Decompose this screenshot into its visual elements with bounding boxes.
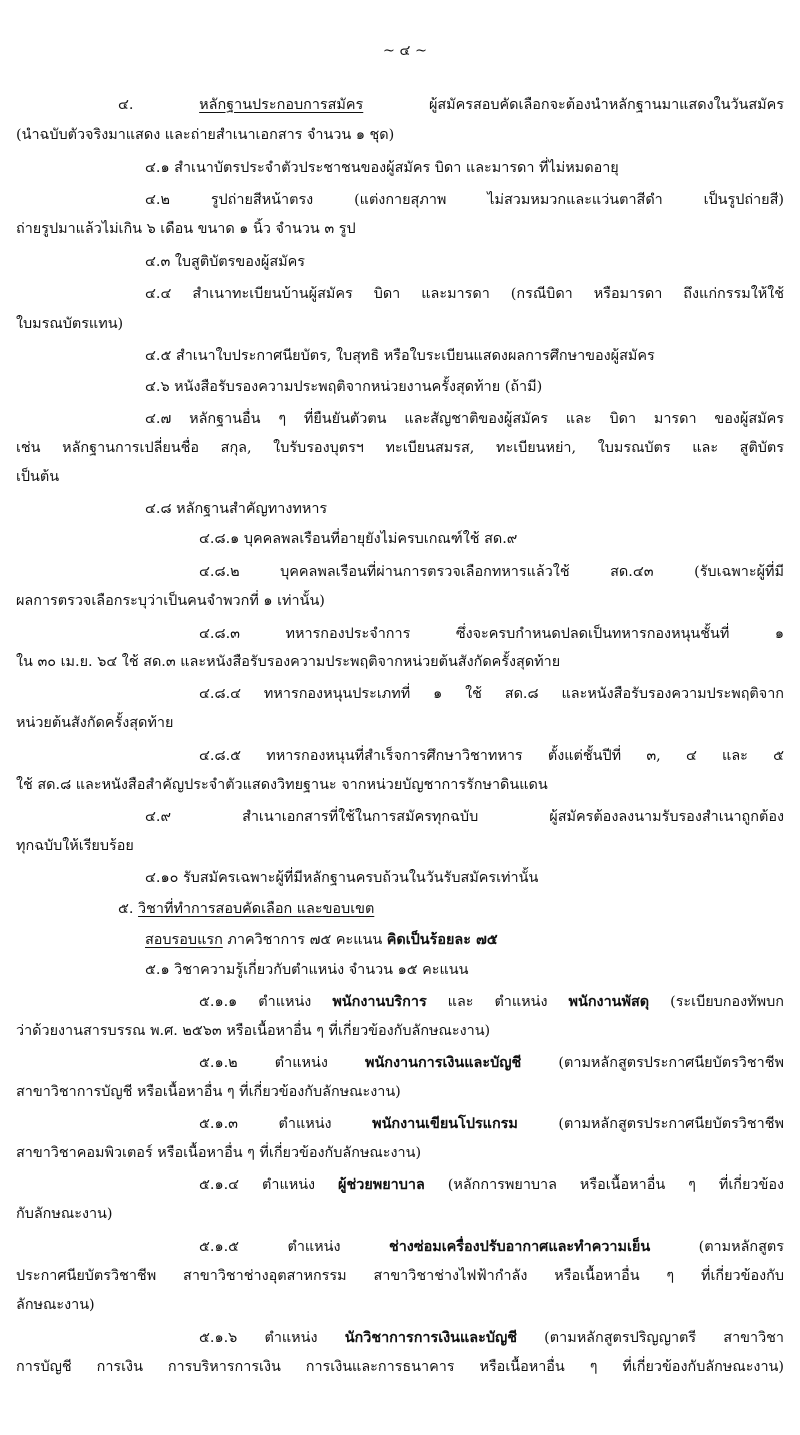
text-line: การบัญชี การเงิน การบริหารการเงิน การเงินและการธนาคาร หรือเนื้อหาอื่น ๆ ที่เกี่ยวข้องกับลักษณะงาน) xyxy=(16,1359,784,1375)
item-4-9: ๔.๙ สำเนาเอกสารที่ใช้ในการสมัครทุกฉบับ ผู้สมัครต้องลงนามรับรองสำเนาถูกต้อง xyxy=(145,809,784,825)
position-name: พนักงานพัสดุ xyxy=(568,993,650,1010)
item-5-1-2 xyxy=(0,1052,800,1078)
text-span: (ตามหลักสูตรปริญญาตรี สาขาวิชา xyxy=(517,1330,784,1346)
section-4-heading xyxy=(0,94,800,120)
item-4-3: ๔.๓ ใบสูติบัตรของผู้สมัคร xyxy=(145,254,305,270)
item-4-8-4: ๔.๘.๔ ทหารกองหนุนประเภทที่ ๑ ใช้ สด.๘ และหนังสือรับรองความประพฤติจาก xyxy=(199,686,784,702)
section-5-number: ๕. xyxy=(118,901,139,917)
position-name: พนักงานเขียนโปรแกรม xyxy=(372,1115,518,1132)
text-span: ๕.๑.๔ ตำแหน่ง xyxy=(199,1177,339,1193)
text-span: ๕.๑.๓ ตำแหน่ง xyxy=(199,1116,373,1132)
first-round-label: สอบรอบแรก xyxy=(145,932,223,948)
text-span: ๕.๑.๖ ตำแหน่ง xyxy=(199,1330,345,1346)
text-span: (ตามหลักสูตร xyxy=(650,1239,784,1255)
section-4-desc: ผู้สมัครสอบคัดเลือกจะต้องนำหลักฐานมาแสดงในวันสมัคร xyxy=(363,97,784,113)
first-round-score: ภาควิชาการ ๗๕ คะแนน xyxy=(222,932,387,948)
page-number: ~ ๔ ~ xyxy=(382,43,428,59)
text-line: หน่วยต้นสังกัดครั้งสุดท้าย xyxy=(16,715,174,731)
text-line: ว่าด้วยงานสารบรรณ พ.ศ. ๒๕๖๓ หรือเนื้อหาอื่น ๆ ที่เกี่ยวข้องกับลักษณะงาน) xyxy=(16,1023,491,1039)
section-4-number: ๔. xyxy=(118,97,200,113)
text-span: ๕.๑.๒ ตำแหน่ง xyxy=(199,1055,365,1071)
item-5-1: ๕.๑ วิชาความรู้เกี่ยวกับตำแหน่ง จำนวน ๑๕ คะแนน xyxy=(145,962,469,978)
item-4-8-5: ๔.๘.๕ ทหารกองหนุนที่สำเร็จการศึกษาวิชาทหาร ตั้งแต่ชั้นปีที่ ๓, ๔ และ ๕ xyxy=(199,748,784,764)
text-line: เป็นต้น xyxy=(16,469,60,485)
position-name: ผู้ช่วยพยาบาล xyxy=(338,1176,425,1193)
item-4-8-3: ๔.๘.๓ ทหารกองประจำการ ซึ่งจะครบกำหนดปลดเป็นทหารกองหนุนชั้นที่ ๑ xyxy=(199,626,784,642)
text-line: ประกาศนียบัตรวิชาชีพ สาขาวิชาช่างอุตสาหกรรม สาขาวิชาช่างไฟฟ้ากำลัง หรือเนื้อหาอื่น ๆ ที่เกี่ยวข้องกับ xyxy=(16,1268,784,1284)
item-5-1-1 xyxy=(0,991,800,1017)
text-span: (ระเบียบกองทัพบก xyxy=(649,994,784,1010)
text-line: ผลการตรวจเลือกระบุว่าเป็นคนจำพวกที่ ๑ เท่านั้น) xyxy=(16,593,325,609)
text-line: ทุกฉบับให้เรียบร้อย xyxy=(16,838,134,854)
text-line: (นำฉบับตัวจริงมาแสดง และถ่ายสำเนาเอกสาร จำนวน ๑ ชุด) xyxy=(16,127,395,143)
item-4-8-1: ๔.๘.๑ บุคคลพลเรือนที่อายุยังไม่ครบเกณฑ์ใช้ สด.๙ xyxy=(199,531,518,547)
item-4-1: ๔.๑ สำเนาบัตรประจำตัวประชาชนของผู้สมัคร บิดา และมารดา ที่ไม่หมดอายุ xyxy=(145,160,619,176)
item-4-4: ๔.๔ สำเนาทะเบียนบ้านผู้สมัคร บิดา และมารดา (กรณีบิดา หรือมารดา ถึงแก่กรรมให้ใช้ xyxy=(145,286,784,302)
item-5-1-5 xyxy=(0,1236,800,1262)
item-4-8-2: ๔.๘.๒ บุคคลพลเรือนที่ผ่านการตรวจเลือกทหารแล้วใช้ สด.๔๓ (รับเฉพาะผู้ที่มี xyxy=(199,564,784,580)
item-5-1-6 xyxy=(0,1327,800,1353)
text-span: และ ตำแหน่ง xyxy=(426,994,569,1010)
text-span: (ตามหลักสูตรประกาศนียบัตรวิชาชีพ xyxy=(517,1116,784,1132)
text-span: (ตามหลักสูตรประกาศนียบัตรวิชาชีพ xyxy=(521,1055,784,1071)
position-name: นักวิชาการการเงินและบัญชี xyxy=(344,1329,517,1346)
text-line: สาขาวิชาการบัญชี หรือเนื้อหาอื่น ๆ ที่เกี่ยวข้องกับลักษณะงาน) xyxy=(16,1084,401,1100)
position-name: พนักงานบริการ xyxy=(332,993,427,1010)
text-line: ใบมรณบัตรแทน) xyxy=(16,316,124,332)
text-span: ๕.๑.๑ ตำแหน่ง xyxy=(199,994,333,1010)
text-line: ใช้ สด.๘ และหนังสือสำคัญประจำตัวแสดงวิทยฐานะ จากหน่วยบัญชาการรักษาดินแดน xyxy=(16,777,548,793)
position-name: พนักงานการเงินและบัญชี xyxy=(364,1054,522,1071)
item-5-1-3 xyxy=(0,1113,800,1139)
text-line: สาขาวิชาคอมพิวเตอร์ หรือเนื้อหาอื่น ๆ ที่เกี่ยวข้องกับลักษณะงาน) xyxy=(16,1145,422,1161)
text-line: ถ่ายรูปมาแล้วไม่เกิน ๖ เดือน ขนาด ๑ นิ้ว จำนวน ๓ รูป xyxy=(16,221,356,237)
section-5-title: วิชาที่ทำการสอบคัดเลือก และขอบเขต xyxy=(138,901,375,917)
text-span: (หลักการพยาบาล หรือเนื้อหาอื่น ๆ ที่เกี่ยวข้อง xyxy=(424,1177,784,1193)
text-span: ๕.๑.๕ ตำแหน่ง xyxy=(199,1239,389,1255)
item-4-10: ๔.๑๐ รับสมัครเฉพาะผู้ที่มีหลักฐานครบถ้วนในวันรับสมัครเท่านั้น xyxy=(145,870,539,886)
first-round-percent: คิดเป็นร้อยละ ๗๕ xyxy=(386,931,498,948)
item-5-1-4 xyxy=(0,1174,800,1200)
first-round-line xyxy=(0,929,800,955)
item-4-2: ๔.๒ รูปถ่ายสีหน้าตรง (แต่งกายสุภาพ ไม่สวมหมวกและแว่นตาสีดำ เป็นรูปถ่ายสี) xyxy=(145,192,784,208)
item-4-5: ๔.๕ สำเนาใบประกาศนียบัตร, ใบสุทธิ หรือใบระเบียนแสดงผลการศึกษาของผู้สมัคร xyxy=(145,348,655,364)
item-4-6: ๔.๖ หนังสือรับรองความประพฤติจากหน่วยงานครั้งสุดท้าย (ถ้ามี) xyxy=(145,379,543,395)
text-line: ใน ๓๐ เม.ย. ๖๔ ใช้ สด.๓ และหนังสือรับรองความประพฤติจากหน่วยต้นสังกัดครั้งสุดท้าย xyxy=(16,654,561,670)
item-4-7: ๔.๗ หลักฐานอื่น ๆ ที่ยืนยันตัวตน และสัญชาติของผู้สมัคร และ บิดา มารดา ของผู้สมัคร xyxy=(145,411,784,427)
text-line: กับลักษณะงาน) xyxy=(16,1206,113,1222)
item-4-8: ๔.๘ หลักฐานสำคัญทางทหาร xyxy=(145,501,328,517)
section-4-title: หลักฐานประกอบการสมัคร xyxy=(199,97,364,113)
position-name: ช่างซ่อมเครื่องปรับอากาศและทำความเย็น xyxy=(388,1238,651,1255)
text-line: เช่น หลักฐานการเปลี่ยนชื่อ สกุล, ใบรับรองบุตรฯ ทะเบียนสมรส, ทะเบียนหย่า, ใบมรณบัตร และ สูติบัตร xyxy=(16,440,784,456)
text-line: ลักษณะงาน) xyxy=(16,1297,95,1313)
section-5-heading xyxy=(0,898,800,924)
